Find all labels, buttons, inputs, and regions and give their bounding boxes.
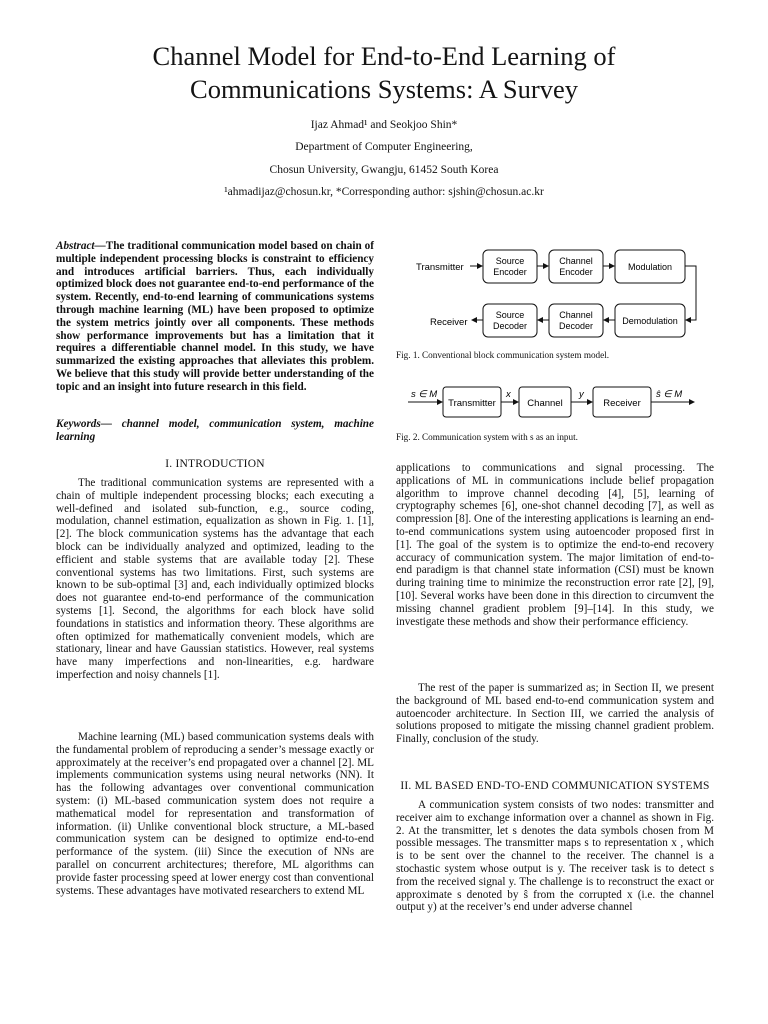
figure-2-caption: Fig. 2. Communication system with s as an input. (396, 432, 578, 442)
intro-paragraph-3: applications to communications and signal processing. The applications of ML in communications include belief propagation algorithm to improve channel decoding [4], [5], learning of cryptography schemes [6], one-shot channel decoding [7], as well as compression [8]. One of the interesting applications is learning an end-to-end communications system using autoencoder proposed first in [1]. The goal of the system is to optimize the end-to-end recovery accuracy of communication system. The major limitation of end-to-end paradigm is that channel state information (CSI) must be known during training time to minimize the reconstruction error rate [2], [9], [10]. Several works have been done in this direction to circumvent the missing channel gradient problem [9]–[14]. In this study, we investigate these methods and show their performance efficiency. (396, 462, 714, 628)
title-line-1: Channel Model for End-to-End Learning of (152, 41, 616, 71)
fig1-receiver-label: Receiver (430, 317, 468, 328)
keywords-text: channel model, communication system, machine learning (56, 418, 374, 443)
fig2-input-label: s ∈ M (411, 389, 438, 400)
section-1-heading: I. INTRODUCTION (165, 458, 265, 470)
fig1-channel-decoder-l1: Channel (559, 310, 593, 320)
university: Chosun University, Gwangju, 61452 South Korea (269, 164, 499, 176)
fig1-channel-encoder-l2: Encoder (559, 267, 593, 277)
fig2-output-label: ŝ ∈ M (656, 389, 683, 400)
abstract (56, 240, 374, 394)
fig2-receiver-label: Receiver (603, 398, 641, 409)
fig1-source-encoder-l2: Encoder (493, 267, 527, 277)
fig1-source-decoder-l2: Decoder (492, 321, 528, 331)
figure-1-block-diagram (396, 240, 714, 350)
fig2-channel-label: Channel (527, 398, 563, 409)
abstract-text: The traditional communication model based on chain of multiple independent processing blocks is constraint to efficiency and introduces artificial barriers. Thus, each individually optimized block does not guarantee end-to-end performance of the system. Recently, end-to-end learning of communications systems through machine learning (ML) have been proposed to optimize the system metrics jointly over all components. These methods show performance improvements but has a limitation that it requires a differentiable channel model. In this study, we have summarized the existing approaches that alleviates this problem. We believe that this study will provide better understanding of the topic and an insight into future research in this field. (56, 240, 374, 393)
fig1-source-encoder-l1: Source (495, 256, 525, 266)
paper-title (0, 40, 768, 106)
section-2-paragraph-1: A communication system consists of two nodes: transmitter and receiver aim to exchange information over a channel as shown in Fig. 2. At the transmitter, let s denotes the data symbols chosen from M possible messages. The transmitter maps s to representation x , which is to be sent over the channel to the receiver. The channel is a stochastic system whose output is y. The receiver task is to detect s from the received signal y. The challenge is to reconstruct the exact or approximate s denoted by ŝ from the corrupted x (i.e. the channel output y) at the receiver’s end under adverse channel (396, 799, 714, 914)
abstract-lead: Abstract— (56, 240, 106, 252)
intro-paragraph-1: The traditional communication systems are represented with a chain of multiple independent processing blocks; each executing a well-defined and isolated sub-function, e.g., source coding, modulation, channel estimation, equalization as shown in Fig. 1. [1], [2]. The block communication systems has the advantage that each block can be individually analyzed and optimized, leading to the efficient and stable systems that are available today [2]. These conventional systems has two limitations. First, such systems are known to be sub-optimal [3] and, each individually optimized blocks does not guarantee end-to-end performance of the communication systems [1]. Second, the algorithms for each block have solid foundations in statistics and information theory. These algorithms are often optimized for mathematically convenient models, which are stationary, linear and have Gaussian statistics. However, real systems have many imperfections and non-linearities, e.g. hardware imperfection and noisy channels [1]. (56, 477, 374, 681)
fig1-demodulation-label: Demodulation (622, 316, 678, 326)
fig2-transmitter-label: Transmitter (448, 398, 496, 409)
figure-1-caption: Fig. 1. Conventional block communication system model. (396, 350, 610, 360)
fig1-source-decoder-l1: Source (495, 310, 525, 320)
intro-paragraph-4: The rest of the paper is summarized as; in Section II, we present the background of ML based end-to-end communication system and autoencoder architecture. In Section III, we carried the analysis of solutions proposed to mitigate the missing channel gradient problem. Finally, conclusion of the study. (396, 682, 714, 746)
figure-2-diagram (396, 378, 714, 428)
fig1-arrow-channel-loop (685, 266, 696, 320)
fig2-x-label: x (506, 389, 511, 400)
fig1-channel-encoder-l1: Channel (559, 256, 593, 266)
section-2-heading: II. ML BASED END-TO-END COMMUNICATION SYSTEMS (400, 780, 710, 792)
intro-paragraph-2: Machine learning (ML) based communication systems deals with the fundamental problem of reproducing a sender’s message exactly or approximately at the receiver’s end propagated over a channel [2]. ML implements communication systems using neural networks (NN). It has the following advantages over conventional communication system: (i) ML-based communication system does not require a mathematical model for representation and transformation of information. (ii) Unlike conventional block structure, a ML-based communication system can be designed to optimize end-to-end performance of the system. (iii) Since the execution of NNs are parallel on concurrent architectures; therefore, ML algorithms can provide faster processing speed at lower energy cost than conventional systems. These advantages have motivated researchers to extend ML (56, 731, 374, 897)
fig2-y-label: y (579, 389, 584, 400)
fig1-channel-decoder-l2: Decoder (558, 321, 594, 331)
fig1-modulation-label: Modulation (627, 262, 673, 272)
author-emails: ¹ahmadijaz@chosun.kr, *Corresponding author: sjshin@chosun.ac.kr (224, 186, 544, 198)
department: Department of Computer Engineering, (295, 141, 473, 153)
title-line-2: Communications Systems: A Survey (190, 74, 578, 104)
keywords-lead: Keywords— (56, 418, 112, 430)
authors: Ijaz Ahmad¹ and Seokjoo Shin* (310, 119, 458, 131)
fig1-transmitter-label: Transmitter (416, 262, 464, 273)
keywords (56, 418, 374, 444)
